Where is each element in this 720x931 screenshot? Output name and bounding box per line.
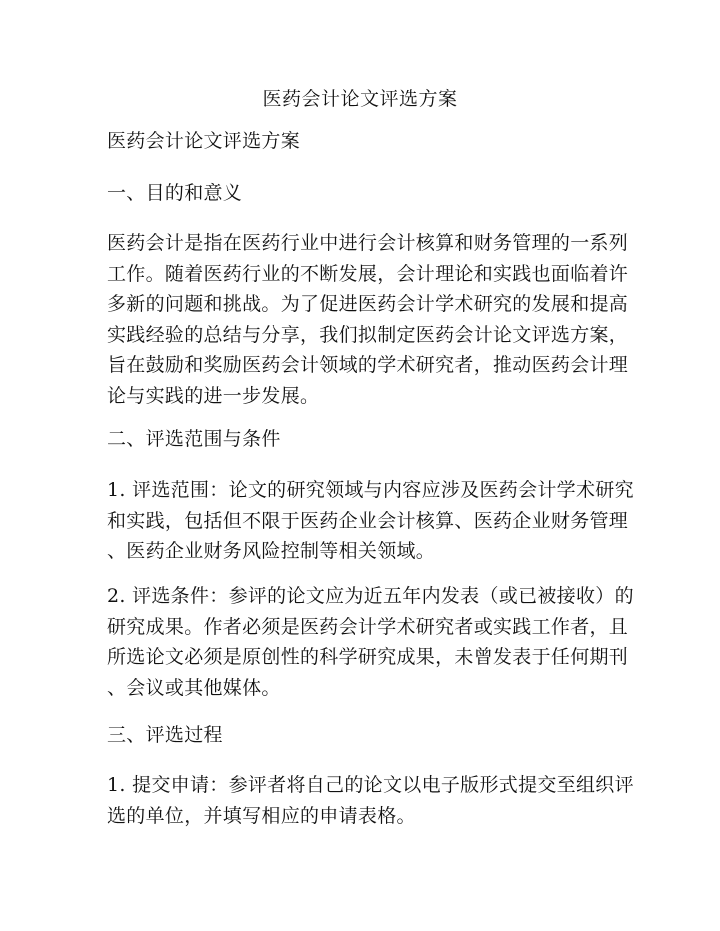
paragraph [107, 770, 634, 831]
paragraph-line: 1. 评选范围：论文的研究领域与内容应涉及医药会计学术研究 [107, 479, 634, 501]
section-heading [107, 720, 617, 751]
paragraph [107, 475, 634, 567]
paragraph-line: 、会议或其他媒体。 [107, 676, 281, 699]
paragraph [107, 228, 629, 411]
paragraph-line: 所选论文必须是原创性的科学研究成果，未曾发表于任何期刊 [107, 646, 629, 668]
paragraph-line: 医药会计是指在医药行业中进行会计核算和财务管理的一系列 [107, 232, 629, 254]
paragraph-line: 多新的问题和挑战。为了促进医药会计学术研究的发展和提高 [107, 293, 629, 315]
paragraph-line: 实践经验的总结与分享，我们拟制定医药会计论文评选方案， [107, 323, 629, 346]
document-title: 医药会计论文评选方案 [262, 88, 458, 110]
section-heading-text: 二、评选范围与条件 [107, 428, 281, 450]
subtitle-text: 医药会计论文评选方案 [107, 130, 301, 152]
section-heading-text: 一、目的和意义 [107, 182, 243, 204]
paragraph-line: 研究成果。作者必须是医药会计学术研究者或实践工作者，且 [107, 615, 629, 638]
paragraph-line: 和实践，包括但不限于医药企业会计核算、医药企业财务管理 [107, 509, 629, 532]
section-heading [107, 424, 617, 455]
paragraph [107, 581, 634, 703]
section-heading-text: 三、评选过程 [107, 724, 223, 746]
paragraph-line: 论与实践的进一步发展。 [107, 384, 320, 407]
paragraph-line: 2. 评选条件：参评的论文应为近五年内发表（或已被接收）的 [107, 585, 634, 607]
paragraph-line: 旨在鼓励和奖励医药会计领域的学术研究者，推动医药会计理 [107, 354, 629, 376]
paragraph-line: 工作。随着医药行业的不断发展，会计理论和实践也面临着许 [107, 262, 629, 285]
paragraph-line: 、医药企业财务风险控制等相关领域。 [107, 540, 436, 562]
document-subtitle [107, 126, 617, 157]
paragraph-line: 1. 提交申请：参评者将自己的论文以电子版形式提交至组织评 [107, 774, 634, 796]
paragraph-line: 选的单位，并填写相应的申请表格。 [107, 804, 416, 827]
section-heading [107, 178, 617, 209]
